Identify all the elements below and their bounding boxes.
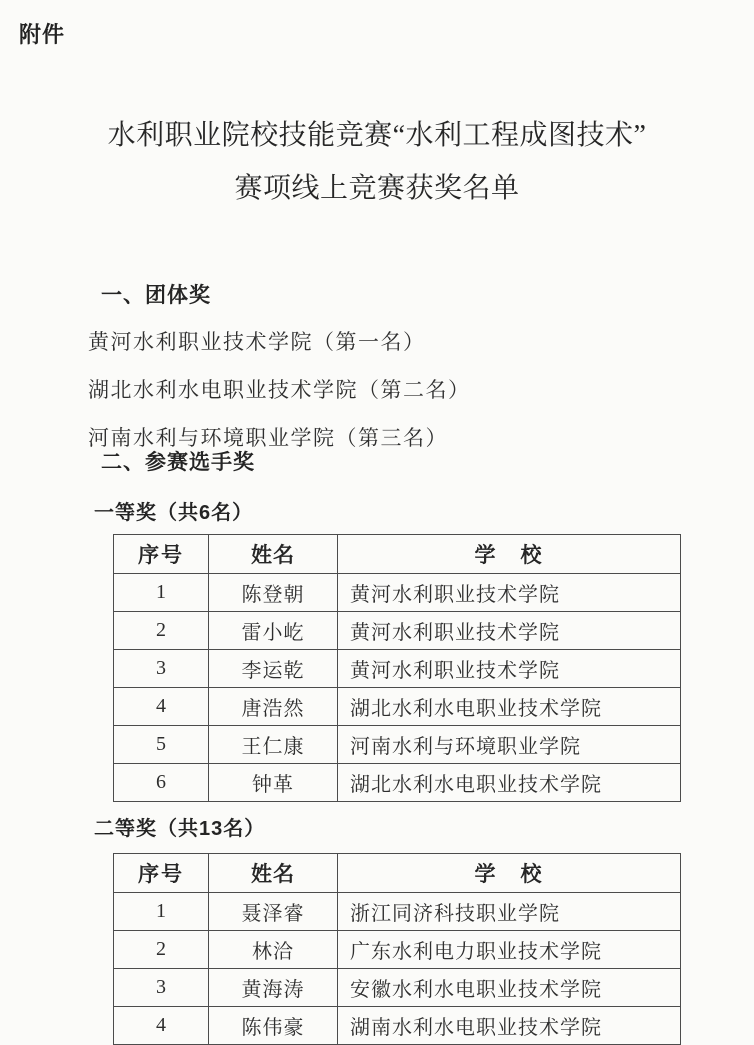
table-row (114, 688, 681, 726)
cell-index: 1 (114, 574, 209, 612)
document-title-line1: 水利职业院校技能竞赛“水利工程成图技术” (107, 120, 647, 151)
cell-school: 黄河水利职业技术学院 (338, 650, 681, 688)
section-heading-contestant-award: 二、参赛选手奖 (101, 451, 255, 474)
cell-school: 浙江同济科技职业学院 (338, 893, 681, 931)
attachment-label: 附件 (19, 22, 66, 47)
cell-index: 1 (114, 893, 209, 931)
cell-name: 王仁康 (209, 726, 338, 764)
cell-name: 雷小屹 (209, 612, 338, 650)
cell-name: 黄海涛 (209, 969, 338, 1007)
cell-index: 4 (114, 1007, 209, 1045)
table-row (114, 650, 681, 688)
table-row (114, 969, 681, 1007)
cell-school: 黄河水利职业技术学院 (338, 574, 681, 612)
column-header-school: 学 校 (338, 854, 681, 893)
table-row (114, 1007, 681, 1045)
cell-index: 3 (114, 650, 209, 688)
cell-name: 陈登朝 (209, 574, 338, 612)
cell-index: 5 (114, 726, 209, 764)
cell-school: 湖北水利水电职业技术学院 (338, 688, 681, 726)
team-award-item-1: 黄河水利职业技术学院（第一名） (88, 330, 426, 354)
table-row (114, 726, 681, 764)
cell-name: 陈伟豪 (209, 1007, 338, 1045)
first-prize-heading: 一等奖（共6名） (94, 502, 254, 524)
cell-index: 2 (114, 612, 209, 650)
table-header-row (114, 854, 681, 893)
section-heading-team-award: 一、团体奖 (101, 284, 211, 307)
cell-school: 广东水利电力职业技术学院 (338, 931, 681, 969)
table-row (114, 764, 681, 802)
table-row (114, 931, 681, 969)
column-header-name: 姓名 (209, 535, 338, 574)
second-prize-table (113, 853, 681, 1045)
column-header-index: 序号 (114, 854, 209, 893)
table-row (114, 893, 681, 931)
cell-name: 李运乾 (209, 650, 338, 688)
cell-school: 安徽水利水电职业技术学院 (338, 969, 681, 1007)
cell-school: 黄河水利职业技术学院 (338, 612, 681, 650)
cell-name: 林洽 (209, 931, 338, 969)
cell-name: 聂泽睿 (209, 893, 338, 931)
table-row (114, 612, 681, 650)
cell-school: 河南水利与环境职业学院 (338, 726, 681, 764)
column-header-index: 序号 (114, 535, 209, 574)
cell-index: 6 (114, 764, 209, 802)
cell-name: 唐浩然 (209, 688, 338, 726)
team-award-item-2: 湖北水利水电职业技术学院（第二名） (88, 378, 471, 402)
table-row (114, 574, 681, 612)
cell-school: 湖南水利水电职业技术学院 (338, 1007, 681, 1045)
column-header-name: 姓名 (209, 854, 338, 893)
table-header-row (114, 535, 681, 574)
cell-school: 湖北水利水电职业技术学院 (338, 764, 681, 802)
cell-index: 2 (114, 931, 209, 969)
cell-name: 钟革 (209, 764, 338, 802)
team-award-item-3: 河南水利与环境职业学院（第三名） (88, 426, 448, 450)
document-title-line2: 赛项线上竞赛获奖名单 (234, 173, 520, 204)
cell-index: 3 (114, 969, 209, 1007)
column-header-school: 学 校 (338, 535, 681, 574)
second-prize-heading: 二等奖（共13名） (94, 818, 266, 840)
first-prize-table (113, 534, 681, 802)
document-title (0, 109, 754, 215)
cell-index: 4 (114, 688, 209, 726)
